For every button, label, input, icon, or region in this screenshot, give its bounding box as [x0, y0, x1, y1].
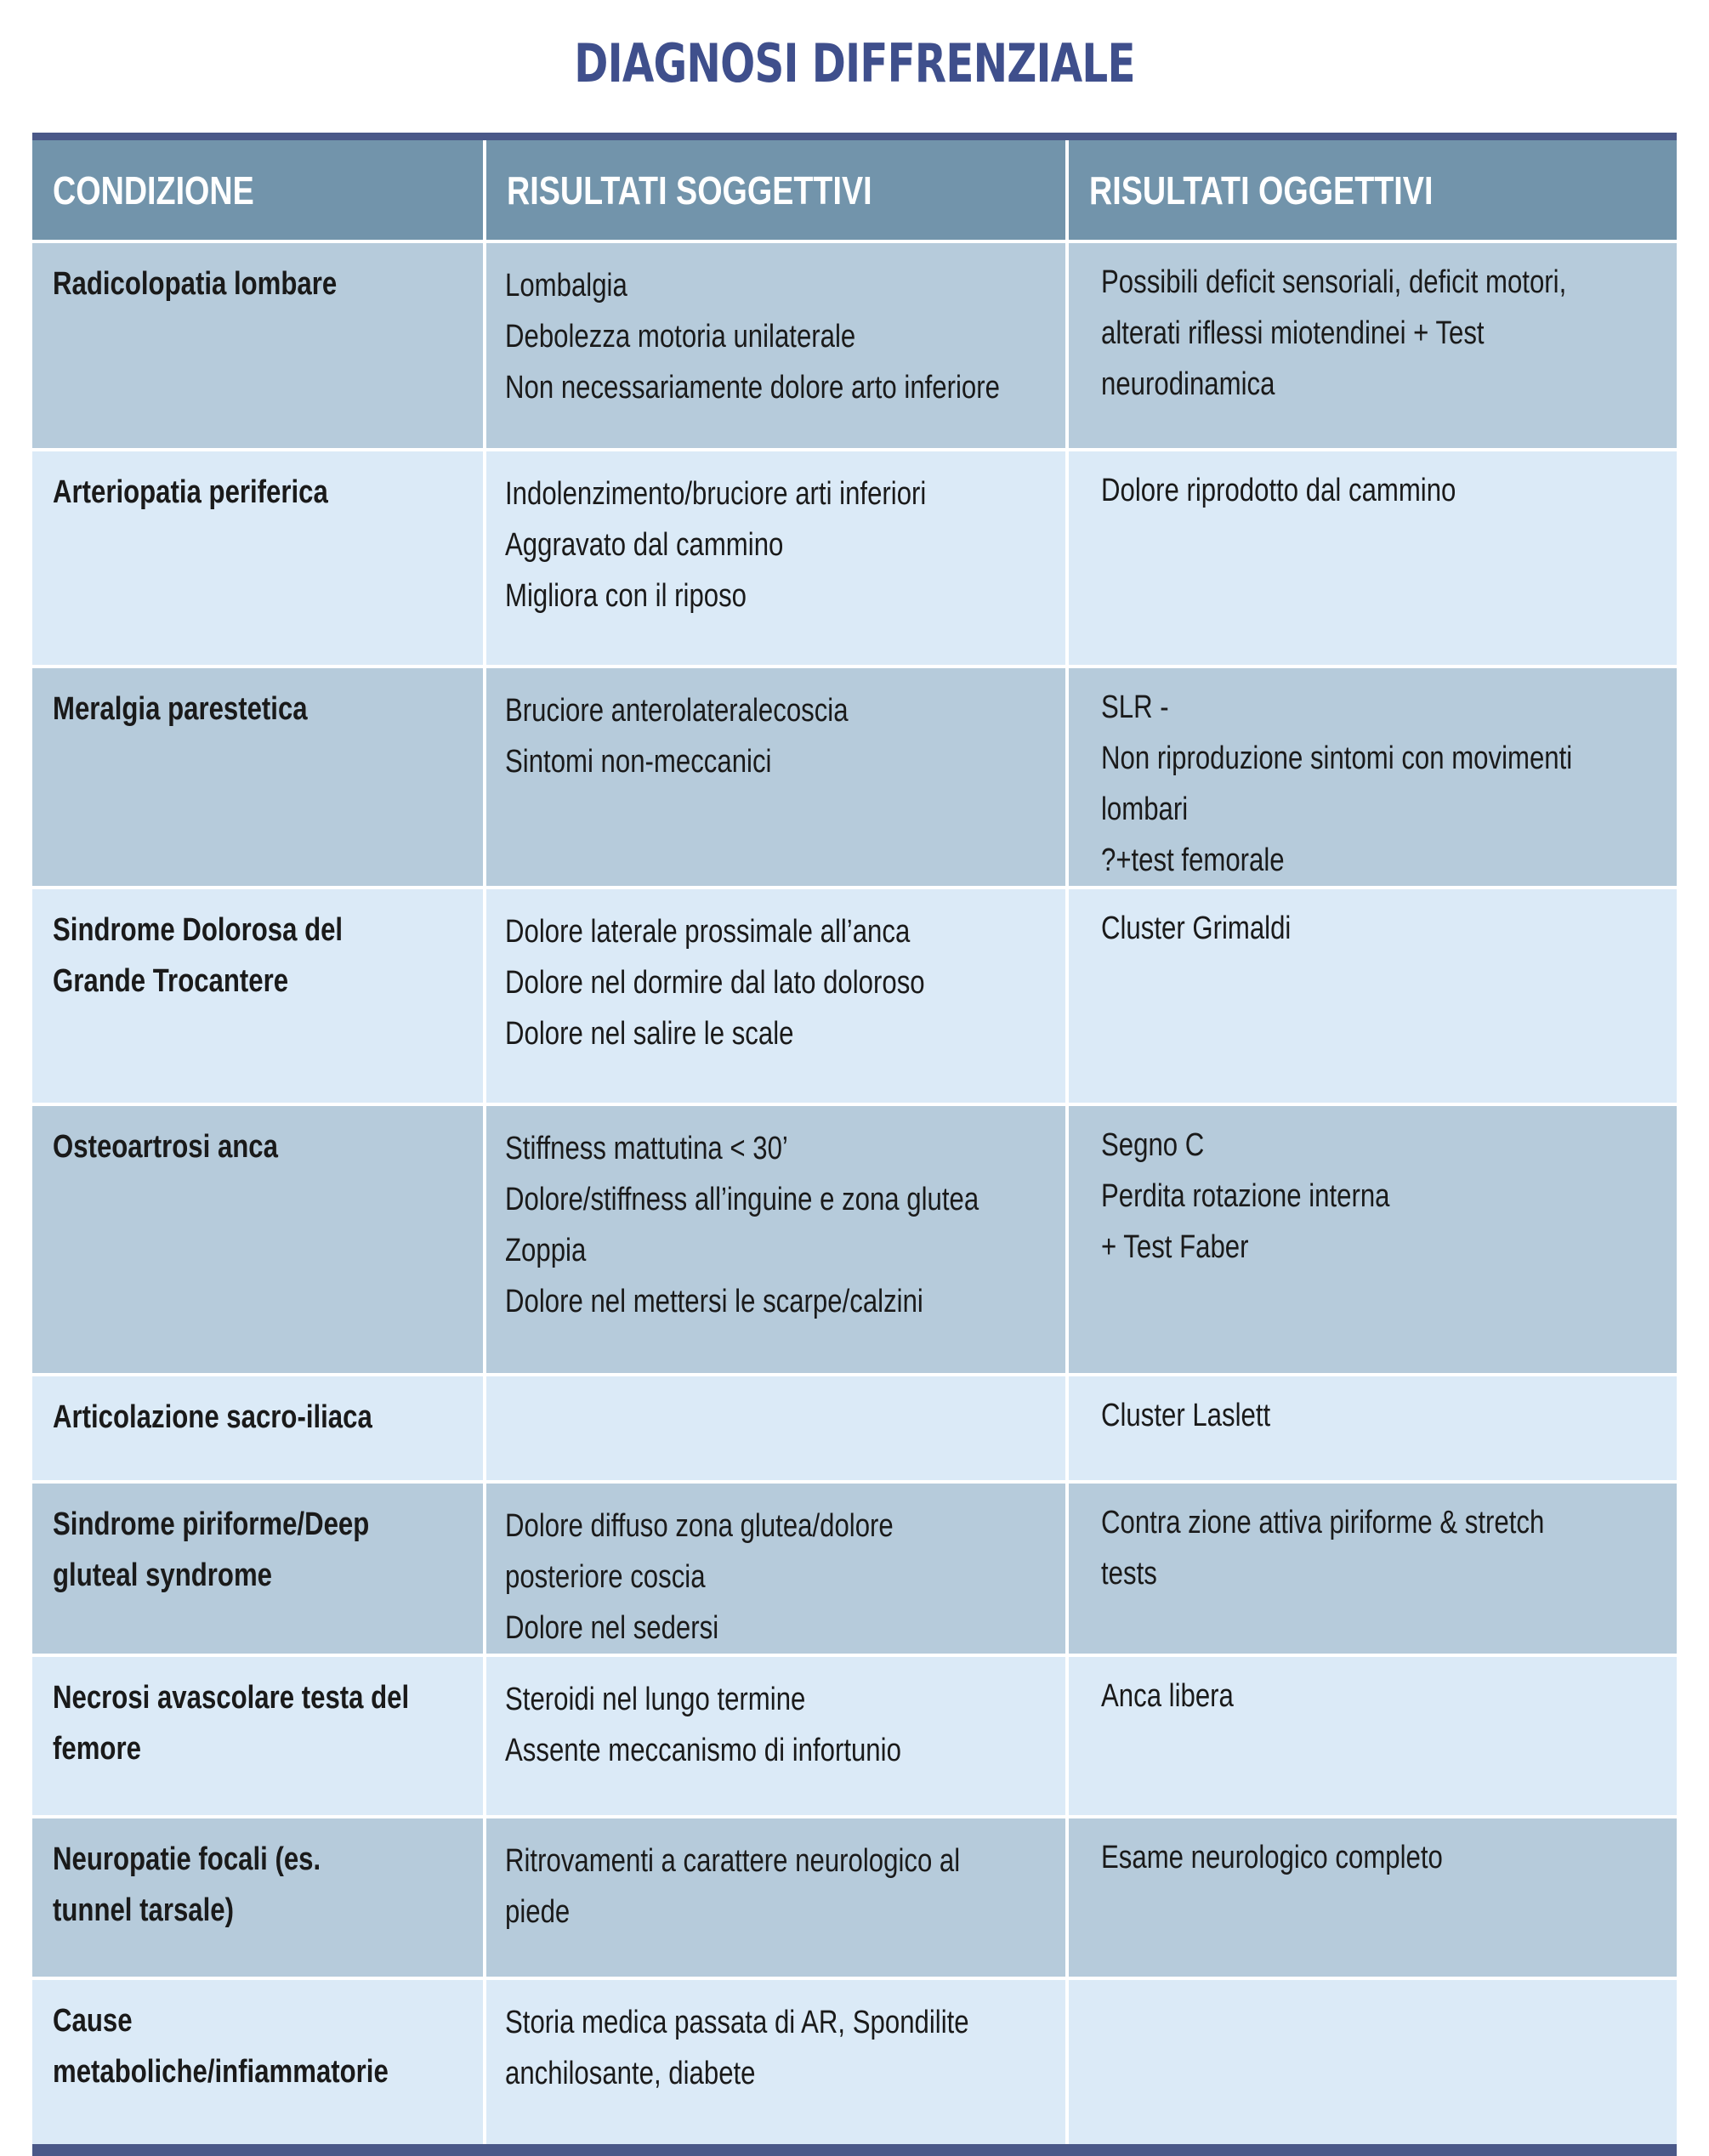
cell-line: femore	[53, 1731, 141, 1767]
differential-diagnosis-table	[32, 133, 1677, 2156]
table-row	[32, 1482, 1677, 1655]
cell-line: Perdita rotazione interna	[1101, 1178, 1390, 1214]
cell-line: metaboliche/infiammatorie	[53, 2054, 389, 2090]
cell-line: Osteoartrosi anca	[53, 1129, 278, 1165]
cell-line: Migliora con il riposo	[505, 578, 747, 614]
table-row	[32, 667, 1677, 888]
cell-line: Ritrovamenti a carattere neurologico al	[505, 1843, 961, 1879]
cell-line: Articolazione sacro-iliaca	[53, 1399, 372, 1435]
table-row	[32, 450, 1677, 667]
table-row	[32, 1655, 1677, 1817]
objective-cell	[1067, 241, 1677, 450]
objective-cell	[1067, 888, 1677, 1104]
header-objective: RISULTATI OGGETTIVI	[1067, 140, 1677, 241]
cell-line: Steroidi nel lungo termine	[505, 1682, 806, 1717]
subjective-cell	[485, 450, 1067, 667]
cell-line: Dolore nel dormire dal lato doloroso	[505, 965, 925, 1001]
cell-line: Assente meccanismo di infortunio	[505, 1733, 901, 1768]
bottom-rule	[32, 2144, 1677, 2156]
cell-line: gluteal syndrome	[53, 1557, 273, 1593]
cell-line: Dolore diffuso zona glutea/dolore	[505, 1508, 894, 1544]
cell-line: Esame neurologico completo	[1101, 1840, 1443, 1875]
cell-line: SLR -	[1101, 689, 1169, 725]
objective-cell	[1067, 1104, 1677, 1375]
table-row	[32, 1978, 1677, 2144]
cell-line: Cluster Grimaldi	[1101, 911, 1292, 946]
objective-cell	[1067, 1655, 1677, 1817]
cell-line: Grande Trocantere	[53, 963, 289, 999]
condition-cell	[32, 1817, 485, 1978]
cell-line: + Test Faber	[1101, 1229, 1249, 1265]
cell-line: Stiffness mattutina < 30’	[505, 1131, 788, 1166]
cell-line: Aggravato dal cammino	[505, 527, 784, 563]
cell-line: tunnel tarsale)	[53, 1892, 234, 1928]
cell-line: Dolore nel mettersi le scarpe/calzini	[505, 1284, 923, 1319]
condition-cell	[32, 450, 485, 667]
cell-line: Contra zione attiva piriforme & stretch	[1101, 1505, 1545, 1540]
cell-line: Sintomi non-meccanici	[505, 744, 772, 780]
cell-line: Non riproduzione sintomi con movimenti	[1101, 740, 1573, 776]
table-body	[32, 241, 1677, 2144]
cell-line: Bruciore anterolateralecoscia	[505, 693, 849, 729]
cell-line: Radicolopatia lombare	[53, 266, 338, 302]
table	[32, 140, 1677, 2144]
table-row	[32, 888, 1677, 1104]
condition-cell	[32, 888, 485, 1104]
header-subjective: RISULTATI SOGGETTIVI	[485, 140, 1067, 241]
condition-cell	[32, 667, 485, 888]
cell-line: piede	[505, 1894, 571, 1930]
cell-line: Indolenzimento/bruciore arti inferiori	[505, 476, 927, 512]
cell-line: Non necessariamente dolore arto inferiore	[505, 370, 1000, 406]
cell-line: Sindrome piriforme/Deep	[53, 1506, 370, 1542]
objective-cell	[1067, 1482, 1677, 1655]
cell-line: Arteriopatia periferica	[53, 474, 328, 510]
condition-cell	[32, 1978, 485, 2144]
top-rule	[32, 133, 1677, 140]
subjective-cell	[485, 1817, 1067, 1978]
cell-line: Dolore nel sedersi	[505, 1610, 719, 1646]
condition-cell	[32, 1375, 485, 1482]
subjective-cell	[485, 1655, 1067, 1817]
cell-line: Cluster Laslett	[1101, 1398, 1271, 1433]
objective-cell	[1067, 1817, 1677, 1978]
page-title: DIAGNOSI DIFFRENZIALE	[574, 32, 1135, 94]
cell-line: Necrosi avascolare testa del	[53, 1680, 410, 1716]
cell-line: Dolore/stiffness all’inguine e zona glutea	[505, 1182, 979, 1217]
objective-cell	[1067, 667, 1677, 888]
cell-line: Dolore nel salire le scale	[505, 1016, 794, 1052]
subjective-cell	[485, 1978, 1067, 2144]
condition-cell	[32, 1104, 485, 1375]
cell-line: Meralgia parestetica	[53, 691, 308, 727]
subjective-cell	[485, 667, 1067, 888]
condition-cell	[32, 1482, 485, 1655]
header-condition: CONDIZIONE	[32, 140, 485, 241]
cell-line: Segno C	[1101, 1127, 1205, 1163]
table-row	[32, 1375, 1677, 1482]
cell-line: Neuropatie focali (es.	[53, 1841, 321, 1877]
cell-line: Debolezza motoria unilaterale	[505, 319, 856, 355]
cell-line: anchilosante, diabete	[505, 2056, 756, 2091]
cell-line: Cause	[53, 2003, 133, 2039]
objective-cell	[1067, 1978, 1677, 2144]
cell-line: Storia medica passata di AR, Spondilite	[505, 2005, 969, 2040]
cell-line: alterati riflessi miotendinei + Test	[1101, 315, 1485, 351]
objective-cell	[1067, 450, 1677, 667]
cell-line: Dolore riprodotto dal cammino	[1101, 473, 1456, 508]
objective-cell	[1067, 1375, 1677, 1482]
header-row	[32, 140, 1677, 241]
cell-line: Zoppia	[505, 1233, 587, 1268]
subjective-cell	[485, 1482, 1067, 1655]
table-row	[32, 1104, 1677, 1375]
condition-cell	[32, 241, 485, 450]
subjective-cell	[485, 1104, 1067, 1375]
condition-cell	[32, 1655, 485, 1817]
table-row	[32, 241, 1677, 450]
subjective-cell	[485, 241, 1067, 450]
cell-line: neurodinamica	[1101, 366, 1275, 402]
cell-line: Anca libera	[1101, 1678, 1234, 1714]
cell-line: lombari	[1101, 791, 1189, 827]
subjective-cell	[485, 888, 1067, 1104]
cell-line: tests	[1101, 1556, 1157, 1591]
subjective-cell	[485, 1375, 1067, 1482]
cell-line: Dolore laterale prossimale all’anca	[505, 914, 911, 950]
table-row	[32, 1817, 1677, 1978]
cell-line: posteriore coscia	[505, 1559, 706, 1595]
cell-line: Possibili deficit sensoriali, deficit motori,	[1101, 264, 1567, 300]
cell-line: Lombalgia	[505, 268, 627, 304]
cell-line: ?+test femorale	[1101, 843, 1285, 878]
cell-line: Sindrome Dolorosa del	[53, 912, 344, 948]
